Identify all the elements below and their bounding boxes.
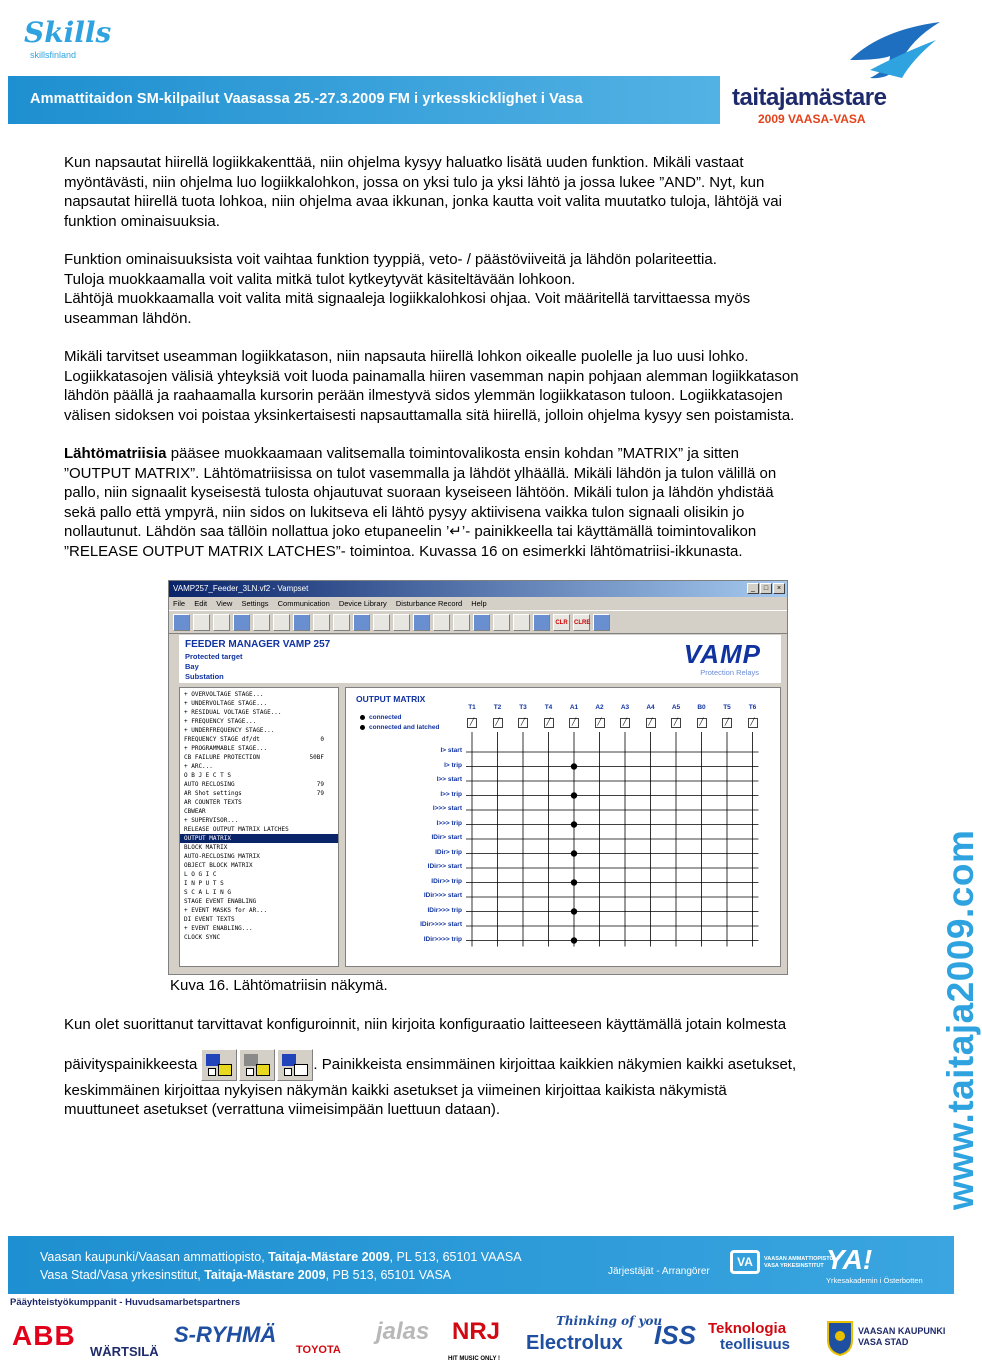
body-text (64, 153, 904, 580)
matrix-row-label: IDir> trip (435, 848, 462, 856)
device-title: FEEDER MANAGER VAMP 257 (185, 639, 331, 650)
tree-item[interactable]: + EVENT ENABLING... (184, 925, 253, 932)
tree-item[interactable]: O B J E C T S (184, 772, 231, 779)
device-line: Substation (185, 672, 224, 681)
matrix-connection-dot[interactable] (571, 937, 577, 943)
matrix-column-header: A3 (620, 704, 630, 711)
footer-address-sv: Vasa Stad/Vasa yrkesinstitut, Taitaja-Mästare 2009, PB 513, 65101 VASA (40, 1268, 452, 1282)
matrix-connection-dot[interactable] (571, 821, 577, 827)
matrix-connection-dot[interactable] (571, 850, 577, 856)
device-panel (179, 635, 781, 683)
toolbar-button[interactable] (493, 614, 510, 631)
menu-device-library[interactable]: Device Library (338, 599, 387, 608)
matrix-column-header: T4 (544, 704, 553, 711)
device-line: Protected target (185, 652, 243, 661)
matrix-column-header: T5 (723, 704, 731, 711)
latch-checkbox[interactable]: ╱ (493, 718, 503, 728)
latch-checkbox[interactable]: ╱ (671, 718, 681, 728)
toolbar-button[interactable] (253, 614, 270, 631)
toolbar-button[interactable]: CLRE (573, 614, 590, 631)
write-current-view-icon (239, 1049, 275, 1081)
matrix-connection-dot[interactable] (571, 908, 577, 914)
s-ryhma-logo: S-RYHMÄ (174, 1322, 277, 1347)
menu-view[interactable]: View (216, 599, 233, 608)
toolbar-button[interactable] (233, 614, 250, 631)
matrix-title: OUTPUT MATRIX (356, 694, 426, 704)
vaasan-ammattiopisto-text: VAASAN AMMATTIOPISTO VASA YRKESINSTITUT (764, 1256, 834, 1269)
skills-finland-logo: Skills skillsfinland (24, 16, 112, 60)
window-titlebar: VAMP257_Feeder_3LN.vf2 - Vampset _ □ × (169, 581, 787, 597)
toolbar-button[interactable]: CLR (553, 614, 570, 631)
jalas-logo: jalas (376, 1318, 430, 1345)
paragraph-3: Mikäli tarvitset useamman logiikkatason, niin napsauta hiirellä lohkon oikealle puolelle ja luo uusi lohko. Logiikkatasojen välisiä yhteyksiä voit luoda painamalla hiiren vasemman napin pohjaan alemman logiikkatason lähdön päällä ja raahaamalla kursorin perään ilmestyvä sidos ylemmän logiikkatason tuloon. Logiikkatasojen välisen sidoksen voi poistaa yksinkertaisesti napsauttamalla sitä hiirellä, jolloin ohjelma kysyy sen poistamista. (64, 348, 799, 424)
toolbar-button[interactable] (313, 614, 330, 631)
paragraph-1: Kun napsautat hiirellä logiikkakenttää, niin ohjelma kysyy haluatko lisätä uuden funktion. Mikäli vastaat myöntävästi, niin ohjelma luo logiikkalohkon, jossa on yksi tulo ja yksi lähtö ja jossa lukee ”AND”. Nyt, kun napsautat hiirellä tuota lohkoa, niin ohjelma avaa ikkunan, jonka kautta voit valita muutatko tuloja, lähtöjä vai funktion ominaisuuksia. (64, 154, 782, 230)
menu-help[interactable]: Help (471, 599, 487, 608)
tree-item[interactable]: DI EVENT TEXTS (184, 916, 235, 923)
tree-item[interactable]: OBJECT BLOCK MATRIX (184, 862, 253, 869)
device-line: Bay (185, 662, 199, 671)
matrix-column-header: A5 (671, 704, 681, 711)
minimize-icon[interactable]: _ (747, 583, 759, 594)
tree-item[interactable]: + SUPERVISOR... (184, 817, 239, 824)
menu-communication[interactable]: Communication (277, 599, 330, 608)
tree-item[interactable]: + PROGRAMMABLE STAGE... (184, 745, 268, 752)
matrix-row-label: IDir>>>> start (420, 921, 462, 928)
side-url: www.taitaja2009.com (940, 829, 981, 1210)
menu-settings[interactable]: Settings (241, 599, 269, 608)
teknologiateollisuus-logo-2: teollisuus (720, 1336, 791, 1353)
menubar (169, 597, 787, 610)
toolbar-button[interactable] (213, 614, 230, 631)
ya-logo: YA! (826, 1244, 873, 1275)
toolbar (169, 610, 787, 634)
toolbar-button[interactable] (453, 614, 470, 631)
matrix-row-label: I>> start (436, 776, 462, 783)
footer-address-fi: Vaasan kaupunki/Vaasan ammattiopisto, Taitaja-Mästare 2009, PL 513, 65101 VAASA (40, 1250, 522, 1264)
write-all-settings-icon (201, 1049, 237, 1081)
latch-checkbox[interactable]: ╱ (697, 718, 707, 728)
matrix-connection-dot[interactable] (571, 763, 577, 769)
close-icon[interactable]: × (773, 583, 785, 594)
tree-item[interactable]: AR Shot settings 79 (184, 790, 324, 797)
latch-checkbox[interactable]: ╱ (518, 718, 528, 728)
tree-item[interactable]: CBWEAR (184, 808, 206, 815)
tree-item[interactable]: OUTPUT MATRIX (180, 834, 338, 843)
settings-tree (179, 687, 339, 967)
vamp-tagline: Protection Relays (700, 668, 759, 677)
organizers-label: Järjestäjät - Arrangörer (608, 1266, 710, 1277)
swoosh-icon (840, 20, 950, 84)
toolbar-button[interactable] (433, 614, 450, 631)
competition-title: Ammattitaidon SM-kilpailut Vaasassa 25.-27.3.2009 FM i yrkesskicklighet i Vasa (30, 91, 583, 107)
toolbar-button[interactable] (593, 614, 610, 631)
matrix-column-header: T1 (468, 704, 476, 711)
vaasa-coat-of-arms-icon (826, 1320, 854, 1356)
toolbar-button[interactable] (293, 614, 310, 631)
toolbar-button[interactable] (353, 614, 370, 631)
output-matrix (345, 687, 781, 967)
ya-text: Yrkesakademin i Österbotten (826, 1276, 923, 1285)
maximize-icon[interactable]: □ (760, 583, 772, 594)
toolbar-button[interactable] (173, 614, 190, 631)
iss-logo: ISS (654, 1320, 696, 1350)
legend-latched: connected and latched (360, 724, 439, 731)
matrix-column-header: B0 (697, 704, 706, 711)
matrix-row-label: IDir>>> trip (427, 906, 462, 914)
toyota-logo: TOYOTA (296, 1344, 341, 1356)
matrix-row-label: I>> trip (440, 790, 462, 798)
toolbar-button[interactable] (473, 614, 490, 631)
tree-item[interactable]: + RESIDUAL VOLTAGE STAGE... (184, 709, 282, 716)
tree-item[interactable]: S C A L I N G (184, 889, 231, 896)
vaasan-ammattiopisto-logo: VA (730, 1250, 760, 1274)
matrix-row-label: IDir>>> start (423, 892, 462, 899)
menu-file[interactable]: File (173, 599, 186, 608)
menu-disturbance-record[interactable]: Disturbance Record (395, 599, 463, 608)
abb-logo: ABB (12, 1320, 76, 1351)
tree-item[interactable]: + UNDERFREQUENCY STAGE... (184, 727, 275, 734)
matrix-row-label: IDir> start (431, 834, 462, 841)
nrj-tagline: HIT MUSIC ONLY ! (448, 1356, 501, 1362)
latch-checkbox[interactable]: ╱ (646, 718, 656, 728)
sponsor-logos (0, 1310, 960, 1367)
menu-edit[interactable]: Edit (194, 599, 208, 608)
matrix-column-header: A1 (569, 704, 579, 711)
matrix-column-header: T2 (493, 704, 502, 711)
page-header (0, 0, 960, 135)
tree-item[interactable]: AR COUNTER TEXTS (184, 799, 242, 806)
tree-item[interactable]: L O G I C (184, 871, 217, 878)
tree-item[interactable]: + OVERVOLTAGE STAGE... (184, 691, 264, 698)
toolbar-button[interactable] (513, 614, 530, 631)
matrix-column-header: A4 (646, 704, 655, 711)
tree-item[interactable]: + ARC... (184, 763, 213, 770)
latched-dot-icon (360, 725, 365, 730)
teknologiateollisuus-logo: Teknologia (708, 1320, 787, 1337)
latch-checkbox[interactable]: ╱ (569, 718, 579, 728)
tree-item[interactable]: FREQUENCY STAGE df/dt 0 (184, 736, 324, 743)
nrj-logo: NRJ (452, 1318, 501, 1345)
matrix-column-header: T6 (748, 704, 757, 711)
legend-connected: connected (360, 714, 402, 721)
electrolux-logo: Electrolux (526, 1332, 623, 1354)
latch-checkbox[interactable]: ╱ (620, 718, 630, 728)
toolbar-button[interactable] (393, 614, 410, 631)
matrix-connection-dot[interactable] (571, 792, 577, 798)
latch-checkbox[interactable]: ╱ (467, 718, 477, 728)
latch-checkbox[interactable]: ╱ (595, 718, 605, 728)
toolbar-button[interactable] (373, 614, 390, 631)
update-buttons (201, 1049, 313, 1081)
tree-item[interactable]: AUTO RECLOSING 79 (184, 781, 324, 788)
tree-item[interactable]: AUTO-RECLOSING MATRIX (184, 853, 260, 860)
matrix-column-header: T3 (519, 704, 527, 711)
latch-checkbox[interactable]: ╱ (544, 718, 554, 728)
taitaja-mastare-logo: taitajamästare 2009 VAASA-VASA (730, 20, 950, 128)
dot-icon (360, 715, 365, 720)
matrix-row-label: I> trip (444, 761, 462, 769)
vaasa-city-logo-sv: VASA STAD (858, 1337, 909, 1347)
matrix-row-label: I>>> start (432, 805, 462, 812)
paragraph-2: Funktion ominaisuuksista voit vaihtaa funktion tyyppiä, veto- / päästöviiveitä ja lähdön polariteettia. Tuloja muokkaamalla voit valita mitkä tulot kytkeytyvät käsiteltävään lohkoon. Lähtöjä muokkaamalla voit valita mitä signaaleja logiikkalohkosi ohjaa. Voit määritellä tarvittaessa myös useamman lähdön. (64, 251, 751, 327)
matrix-row-label: IDir>>>> trip (423, 935, 462, 943)
tree-item[interactable]: + UNDERVOLTAGE STAGE... (184, 700, 268, 707)
matrix-column-header: A2 (595, 704, 604, 711)
sponsors-heading: Pääyhteistyökumppanit - Huvudsamarbetspartners (10, 1297, 241, 1308)
toolbar-button[interactable] (533, 614, 550, 631)
wartsila-logo: WÄRTSILÄ (90, 1344, 159, 1359)
page-footer (8, 1236, 954, 1294)
toolbar-button[interactable] (273, 614, 290, 631)
electrolux-tagline: Thinking of you (556, 1314, 663, 1328)
tree-item[interactable]: I N P U T S (184, 880, 224, 887)
vampset-screenshot (168, 580, 788, 975)
matrix-row-label: IDir>> trip (431, 877, 462, 885)
tree-item[interactable]: BLOCK MATRIX (184, 844, 228, 851)
tree-item[interactable]: RELEASE OUTPUT MATRIX LATCHES (184, 826, 289, 833)
tree-item[interactable]: + FREQUENCY STAGE... (184, 718, 257, 725)
tree-item[interactable]: CB FAILURE PROTECTION 50BF (184, 754, 324, 761)
matrix-row-label: I> start (440, 747, 462, 754)
toolbar-button[interactable] (193, 614, 210, 631)
toolbar-button[interactable] (413, 614, 430, 631)
matrix-row-label: IDir>> start (427, 863, 462, 870)
tree-item[interactable]: + EVENT MASKS for AR... (184, 907, 268, 914)
vamp-logo: VAMP (683, 639, 761, 669)
vaasa-city-logo: VAASAN KAUPUNKI (858, 1326, 946, 1336)
paragraph-4: Lähtömatriisia pääsee muokkaamaan valitsemalla toimintovalikosta ensin kohdan ”MATRIX” ja sitten ”OUTPUT MATRIX”. Lähtömatriisissa on tulot vasemmalla ja lähdöt ylhäällä. Mikäli lähdön ja tulon välillä on pallo, niin signaalit kyseisestä tulosta ohjautuvat suoraan kyseiseen lähtöön. Mikäli tulon ja lähdön yhdistää sekä pallo että ympyrä, niin sidos on lukitseva eli lähtö pysyy aktiivisena vaikka tulon signaali olisikin jo nollautunut. Lähdön saa tällöin nollattua joko etupaneelin ’↵’- painikkeella tai käyttämällä toimintovalikon ”RELEASE OUTPUT MATRIX LATCHES”- toimintoa. Kuvassa 16 on esimerkki lähtömatriisi-ikkunasta. (64, 445, 777, 560)
latch-checkbox[interactable]: ╱ (748, 718, 758, 728)
write-changed-settings-icon (277, 1049, 313, 1081)
tree-item[interactable]: CLOCK SYNC (184, 934, 221, 941)
matrix-connection-dot[interactable] (571, 879, 577, 885)
matrix-row-label: I>>> trip (436, 819, 462, 827)
paragraph-5: Kun olet suorittanut tarvittavat konfiguroinnit, niin kirjoita konfiguraatio laitteeseen käyttämällä jotain kolmesta päivityspainikkeesta . Painikkeista ensimmäinen kirjoittaa kaikkien näkymien kaikki asetukset, keskimmäinen kirjoittaa nykyisen näkymän kaikki asetukset ja viimeinen kirjoittaa kaikista näkymistä muuttuneet asetukset (verrattuna viimeisimpään luettuun dataan). (64, 1016, 797, 1118)
tree-item[interactable]: STAGE EVENT ENABLING (184, 898, 257, 905)
figure-caption: Kuva 16. Lähtömatriisin näkymä. (170, 977, 388, 994)
toolbar-button[interactable] (333, 614, 350, 631)
latch-checkbox[interactable]: ╱ (722, 718, 732, 728)
header-band (8, 76, 720, 124)
